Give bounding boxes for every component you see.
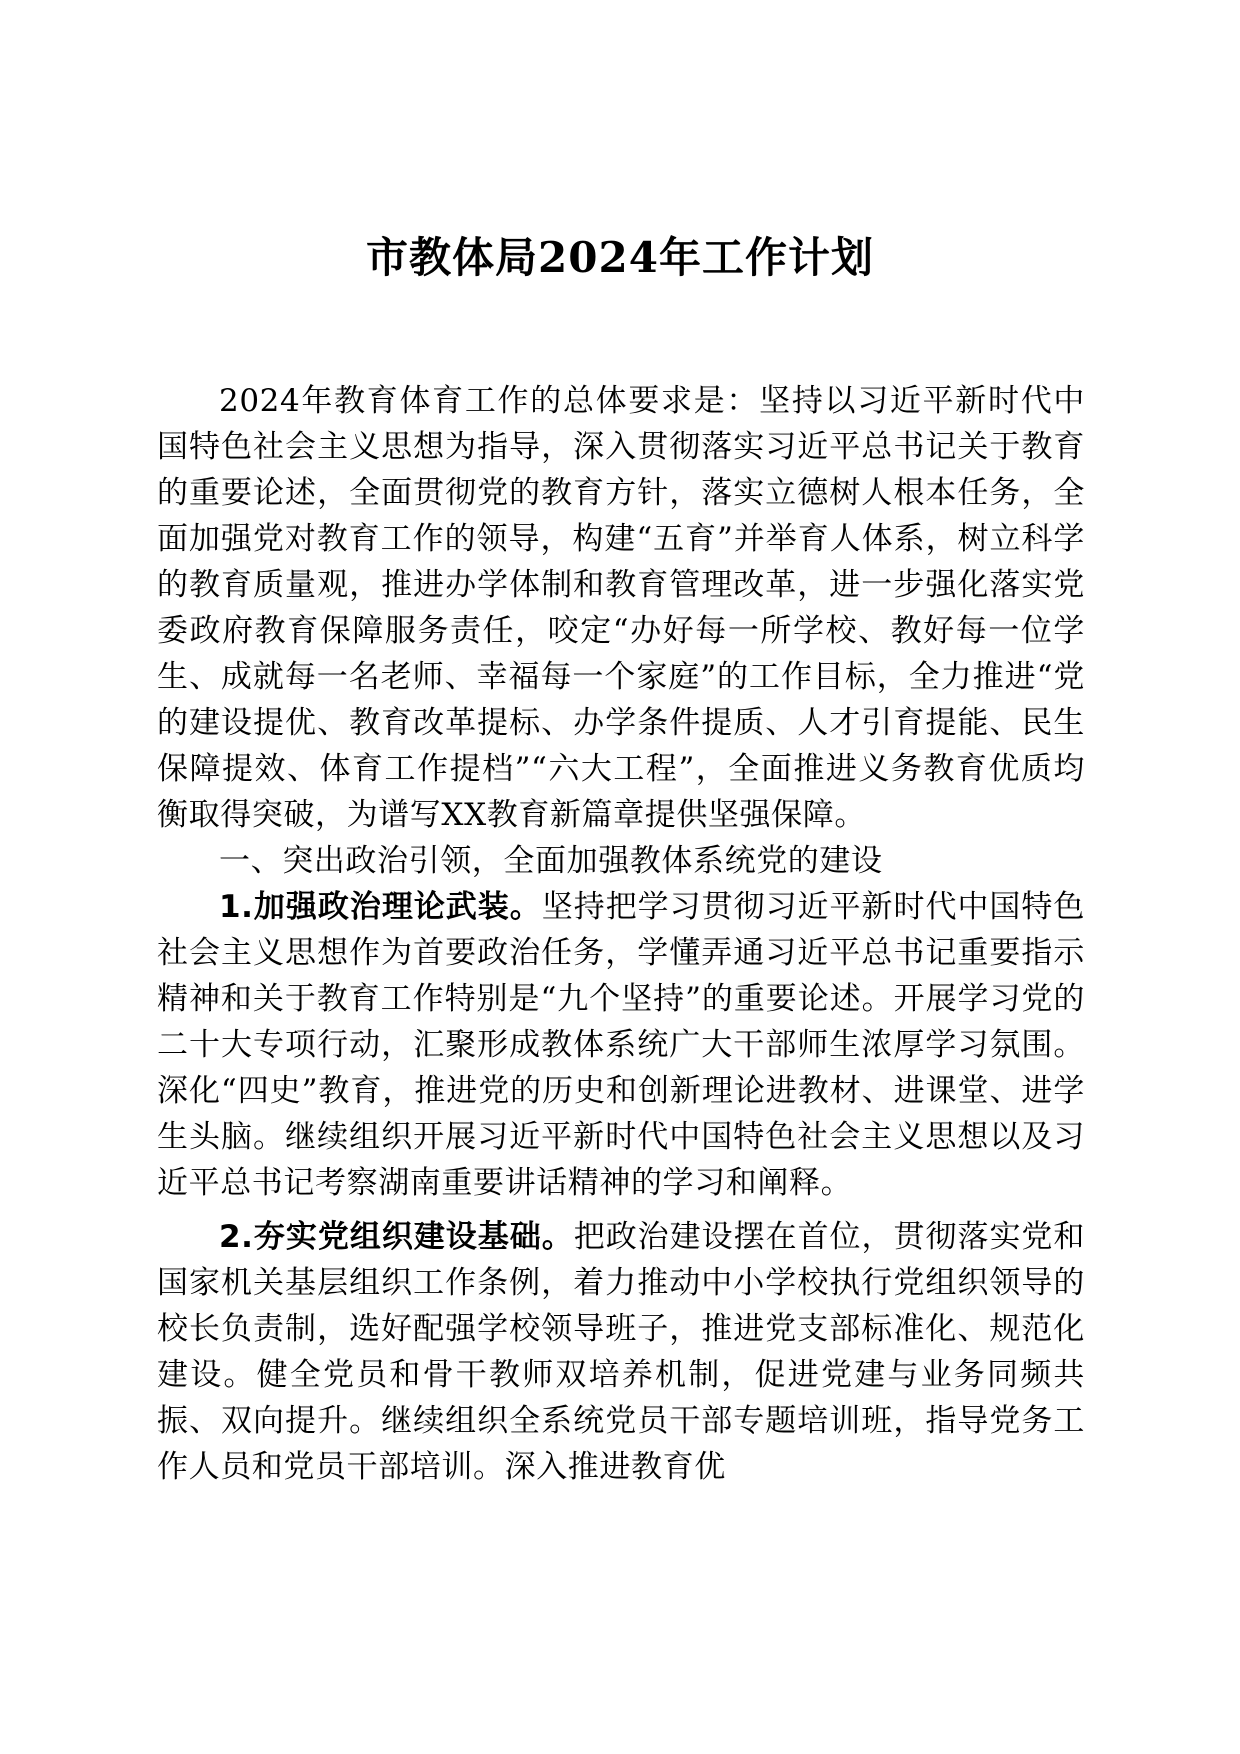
item-2-lead: 2.夯实党组织建设基础。 [219,1219,574,1255]
document-body [157,378,1085,1490]
intro-paragraph: 2024年教育体育工作的总体要求是：坚持以习近平新时代中国特色社会主义思想为指导，深入贯彻落实习近平总书记关于教育的重要论述，全面贯彻党的教育方针，落实立德树人根本任务，全面加强党对教育工作的领导，构建“五育”并举育人体系，树立科学的教育质量观，推进办学体制和教育管理改革，进一步强化落实党委政府教育保障服务责任，咬定“办好每一所学校、教好每一位学生、成就每一名老师、幸福每一个家庭”的工作目标，全力推进“党的建设提优、教育改革提标、办学条件提质、人才引育提能、民生保障提效、体育工作提档”“六大工程”，全面推进义务教育优质均衡取得突破，为谱写XX教育新篇章提供坚强保障。 [157,383,1085,833]
document-title: 市教体局2024年工作计划 [366,233,874,282]
item-1-lead: 1.加强政治理论武装。 [219,889,542,925]
item-2-paragraph [157,1214,1085,1490]
item-2-text: 把政治建设摆在首位，贯彻落实党和国家机关基层组织工作条例，着力推动中小学校执行党组织领导的校长负责制，选好配强学校领导班子，推进党支部标准化、规范化建设。健全党员和骨干教师双培养机制，促进党建与业务同频共振、双向提升。继续组织全系统党员干部专题培训班，指导党务工作人员和党员干部培训。深入推进教育优 [157,1219,1085,1485]
section-1-heading: 一、突出政治引领，全面加强教体系统党的建设 [219,843,883,879]
item-1-text: 坚持把学习贯彻习近平新时代中国特色社会主义思想作为首要政治任务，学懂弄通习近平总书记重要指示精神和关于教育工作特别是“九个坚持”的重要论述。开展学习党的二十大专项行动，汇聚形成教体系统广大干部师生浓厚学习氛围。深化“四史”教育，推进党的历史和创新理论进教材、进课堂、进学生头脑。继续组织开展习近平新时代中国特色社会主义思想以及习近平总书记考察湖南重要讲话精神的学习和阐释。 [157,889,1085,1201]
item-1-paragraph [157,884,1085,1206]
